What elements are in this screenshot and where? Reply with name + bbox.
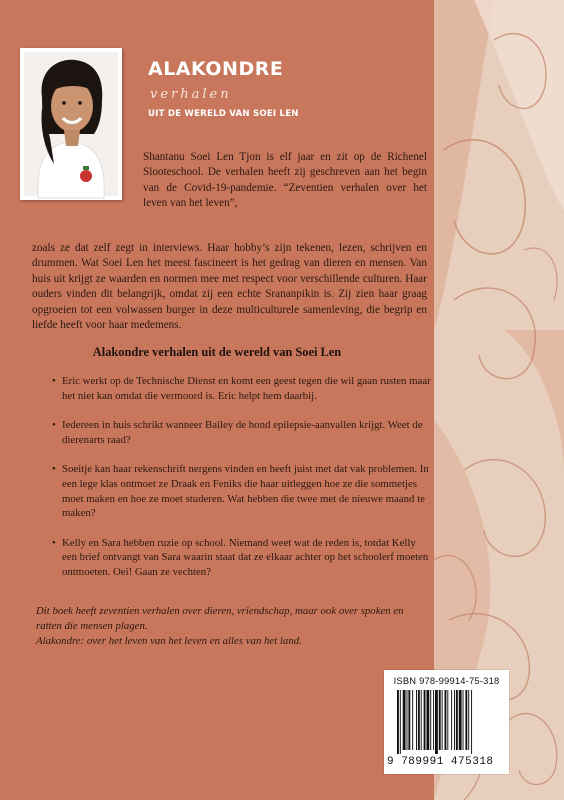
story-item bbox=[52, 536, 432, 580]
bullet-mark: • bbox=[52, 419, 56, 432]
isbn-barcode-box bbox=[384, 670, 509, 774]
story-text: Eric werkt op de Technische Dienst en komt een geest tegen die wil gaan rusten maar het niet kan omdat die vermoord is. Eric helpt hem daarbij. bbox=[62, 375, 431, 402]
brand-subtitle: UIT DE WERELD VAN SOEI LEN bbox=[148, 109, 299, 119]
story-text: Iedereen in huis schrikt wanneer Bailey de hond epilepsie-aanvallen krijgt. Weet de dierenarts raad? bbox=[62, 419, 423, 446]
author-bio-continued: zoals ze dat zelf zegt in interviews. Haar hobby’s zijn tekenen, lezen, schrijven en drummen. Wat Soei Len het meest fascineert is het gedrag van dieren en mensen. Van huis uit krijgt ze waarden en normen mee met respect voor verschillende culturen. Haar ouders vinden dit belangrijk, omdat zij een echte Srananpikin is. Zij zien haar graag opgroeien tot een volwassen burger in deze multiculturele samenleving, die begrip en liefde heeft voor haar medemens. bbox=[32, 242, 427, 332]
story-list bbox=[52, 374, 432, 595]
stories-section-title: Alakondre verhalen uit de wereld van Soei Len bbox=[92, 345, 342, 359]
blurb-line-1: Dit boek heeft zeventien verhalen over dieren, vriendschap, maar ook over spoken en ratten die mensen plagen. bbox=[36, 605, 404, 632]
story-item bbox=[52, 418, 432, 447]
story-text: Kelly en Sara hebben ruzie op school. Niemand weet wat de reden is, totdat Kelly een brief ontvangt van Sara waarin staat dat ze elkaar achter op het schoolerf moeten ontmoeten. Oei! Gaan ze vechten? bbox=[62, 536, 429, 578]
series-branding bbox=[148, 58, 328, 120]
barcode-graphic bbox=[395, 690, 499, 754]
bullet-mark: • bbox=[52, 463, 56, 476]
brand-title: ALAKONDRE bbox=[148, 58, 284, 80]
story-text: Soeitje kan haar rekenschrift nergens vinden en heeft juist met dat vak problemen. In een lege klas ontmoet ze Draak en Feniks die haar uitleggen hoe ze die sommetjes moet maken en hoe ze moet studeren. Wat hebben die twee met de nieuwe maand te maken? bbox=[62, 463, 429, 520]
story-item bbox=[52, 462, 432, 520]
barcode-digits: 9 789991 475318 bbox=[387, 756, 494, 768]
portrait-image bbox=[20, 48, 122, 200]
bullet-mark: • bbox=[52, 536, 56, 549]
brand-script-word: verhalen bbox=[150, 87, 232, 102]
blurb-line-2: Alakondre: over het leven van het leven en alles van het land. bbox=[36, 635, 302, 647]
isbn-label: ISBN 978-99914-75-318 bbox=[393, 675, 500, 686]
bullet-mark: • bbox=[52, 375, 56, 387]
book-blurb bbox=[36, 604, 431, 649]
author-photo bbox=[20, 48, 122, 200]
author-bio-top: Shantanu Soei Len Tjon is elf jaar en zit op de Richenel Slooteschool. De verhalen heeft zij geschreven aan het begin van de Covid-19-pandemie. “Zeventien verhalen over het leven van het leven”, bbox=[143, 151, 427, 210]
story-item bbox=[52, 374, 432, 403]
